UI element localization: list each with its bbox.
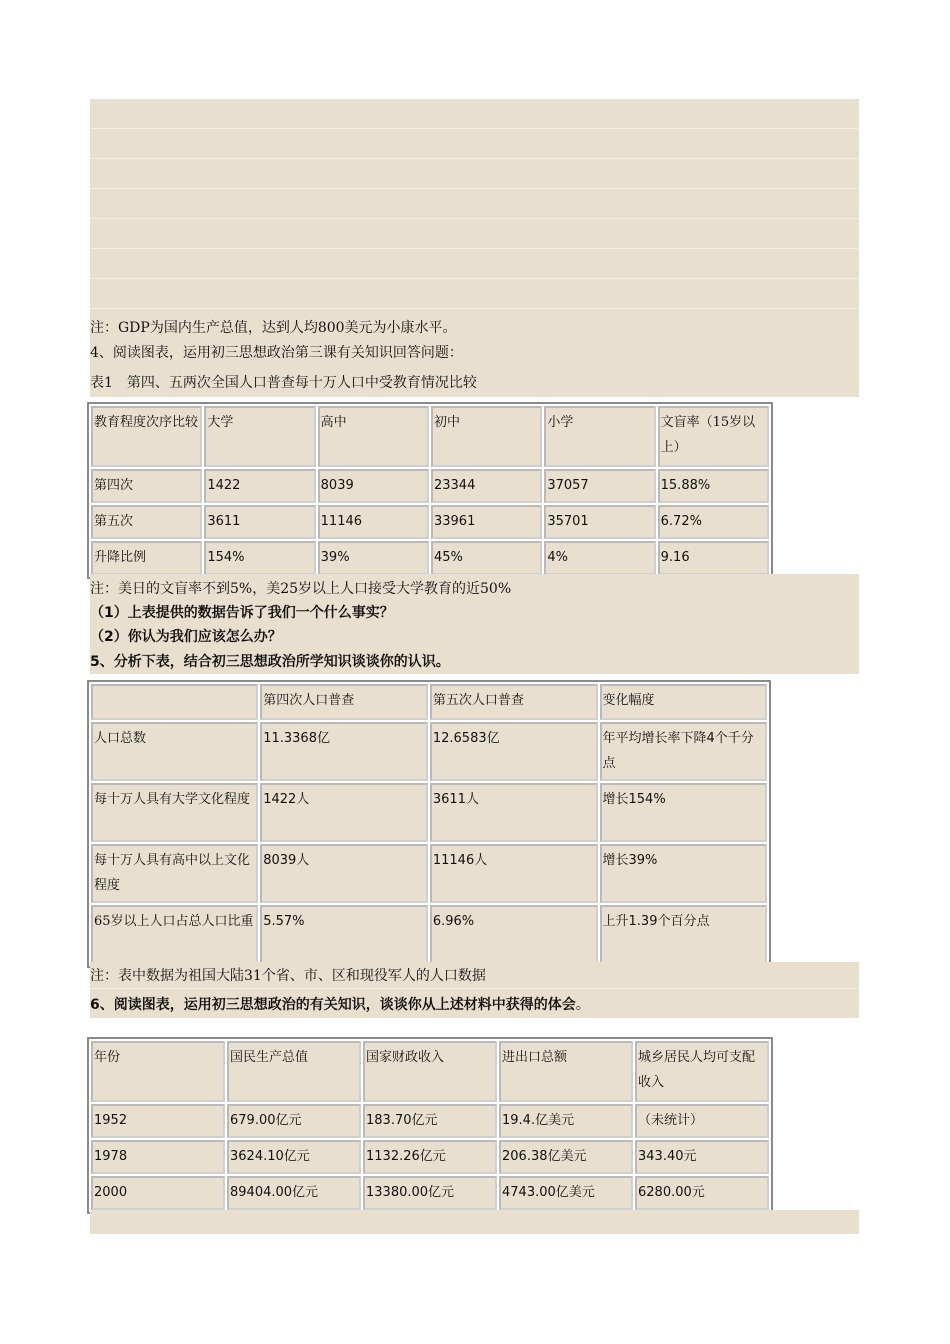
t1-header-5: 文盲率（15岁以上） — [658, 406, 769, 467]
education-comparison-table — [87, 402, 773, 579]
bottom-shaded-strip — [90, 1210, 859, 1234]
t2-header-3: 变化幅度 — [600, 684, 767, 720]
t1-header-4: 小学 — [544, 406, 655, 467]
t3-r1-c3: 206.38亿美元 — [499, 1140, 633, 1174]
t1-r0-c0: 第四次 — [91, 469, 202, 503]
table-row — [91, 469, 769, 503]
t1-r0-c5: 15.88% — [658, 469, 769, 503]
t2-r2-c3: 增长39% — [600, 844, 767, 903]
t3-r0-c1: 679.00亿元 — [227, 1104, 361, 1138]
t2-header-0 — [91, 684, 258, 720]
t1-r2-c4: 4% — [544, 541, 655, 575]
t2-header-2: 第五次人口普查 — [430, 684, 598, 720]
question-6-title-end: 。 — [575, 997, 590, 1013]
table-row — [91, 541, 769, 575]
t1-r1-c3: 33961 — [431, 505, 542, 539]
t1-r2-c2: 39% — [318, 541, 429, 575]
t3-header-1: 国民生产总值 — [227, 1041, 361, 1102]
t3-r1-c2: 1132.26亿元 — [363, 1140, 497, 1174]
t2-r3-c3: 上升1.39个百分点 — [600, 905, 767, 964]
t2-r1-c1: 1422人 — [260, 783, 428, 842]
t3-header-0: 年份 — [91, 1041, 225, 1102]
t1-r2-c1: 154% — [204, 541, 315, 575]
t1-r0-c2: 8039 — [318, 469, 429, 503]
question-6-title-text: 6、阅读图表，运用初三思想政治的有关知识，谈谈你从上述材料中获得的体会 — [90, 997, 576, 1013]
t2-r1-c3: 增长154% — [600, 783, 767, 842]
question-4-1: （1）上表提供的数据告诉了我们一个什么事实？ — [90, 605, 394, 621]
t3-r1-c0: 1978 — [91, 1140, 225, 1174]
t2-r3-c0: 65岁以上人口占总人口比重 — [91, 905, 258, 964]
t3-r2-c0: 2000 — [91, 1176, 225, 1210]
t2-r3-c1: 5.57% — [260, 905, 428, 964]
t1-r0-c4: 37057 — [544, 469, 655, 503]
t2-r2-c1: 8039人 — [260, 844, 428, 903]
t2-r0-c1: 11.3368亿 — [260, 722, 428, 781]
t2-header-1: 第四次人口普查 — [260, 684, 428, 720]
t3-r1-c4: 343.40元 — [635, 1140, 769, 1174]
t2-r0-c3: 年平均增长率下降4个千分点 — [600, 722, 767, 781]
t2-r2-c0: 每十万人具有高中以上文化程度 — [91, 844, 258, 903]
t1-header-3: 初中 — [431, 406, 542, 467]
t1-header-0: 教育程度次序比较 — [91, 406, 202, 467]
table-row — [91, 905, 767, 964]
question-5-title: 5、分析下表，结合初三思想政治所学知识谈谈你的认识。 — [90, 654, 450, 670]
t2-r1-c0: 每十万人具有大学文化程度 — [91, 783, 258, 842]
t1-r0-c1: 1422 — [204, 469, 315, 503]
t1-r1-c2: 11146 — [318, 505, 429, 539]
top-shaded-lines — [90, 99, 859, 309]
t2-r1-c2: 3611人 — [430, 783, 598, 842]
t2-r3-c2: 6.96% — [430, 905, 598, 964]
t2-r0-c0: 人口总数 — [91, 722, 258, 781]
question-4-2: （2）你认为我们应该怎么办？ — [90, 629, 282, 645]
census-comparison-table — [87, 680, 771, 968]
t1-r2-c0: 升降比例 — [91, 541, 202, 575]
t3-r2-c2: 13380.00亿元 — [363, 1176, 497, 1210]
table-row — [91, 722, 767, 781]
t1-r1-c1: 3611 — [204, 505, 315, 539]
t3-header-4: 城乡居民人均可支配收入 — [635, 1041, 769, 1102]
literacy-note: 注：美日的文盲率不到5%，美25岁以上人口接受大学教育的近50% — [90, 581, 512, 597]
t3-r1-c1: 3624.10亿元 — [227, 1140, 361, 1174]
t1-r1-c4: 35701 — [544, 505, 655, 539]
table-row — [91, 1176, 769, 1210]
t3-r2-c4: 6280.00元 — [635, 1176, 769, 1210]
t2-r2-c2: 11146人 — [430, 844, 598, 903]
t1-r2-c3: 45% — [431, 541, 542, 575]
question-6-title — [90, 993, 590, 1017]
t3-r0-c3: 19.4.亿美元 — [499, 1104, 633, 1138]
t3-r2-c3: 4743.00亿美元 — [499, 1176, 633, 1210]
t1-header-2: 高中 — [318, 406, 429, 467]
gdp-note: 注：GDP为国内生产总值，达到人均800美元为小康水平。 — [90, 320, 457, 336]
t3-r2-c1: 89404.00亿元 — [227, 1176, 361, 1210]
question-4-title: 4、阅读图表，运用初三思想政治第三课有关知识回答问题： — [90, 345, 463, 361]
table-row — [91, 1104, 769, 1138]
t1-r1-c5: 6.72% — [658, 505, 769, 539]
t3-r0-c4: （未统计） — [635, 1104, 769, 1138]
table-row — [91, 844, 767, 903]
t3-header-2: 国家财政收入 — [363, 1041, 497, 1102]
table-row — [91, 1140, 769, 1174]
table-2-note: 注：表中数据为祖国大陆31个省、市、区和现役军人的人口数据 — [90, 968, 486, 984]
table-1-caption: 表1 第四、五两次全国人口普查每十万人口中受教育情况比较 — [90, 375, 477, 391]
t3-r0-c2: 183.70亿元 — [363, 1104, 497, 1138]
t1-header-1: 大学 — [204, 406, 315, 467]
table-row — [91, 783, 767, 842]
t1-r0-c3: 23344 — [431, 469, 542, 503]
t3-r0-c0: 1952 — [91, 1104, 225, 1138]
t1-r1-c0: 第五次 — [91, 505, 202, 539]
economy-table — [87, 1037, 773, 1214]
t3-header-3: 进出口总额 — [499, 1041, 633, 1102]
t2-r0-c2: 12.6583亿 — [430, 722, 598, 781]
t1-r2-c5: 9.16 — [658, 541, 769, 575]
table-row — [91, 505, 769, 539]
